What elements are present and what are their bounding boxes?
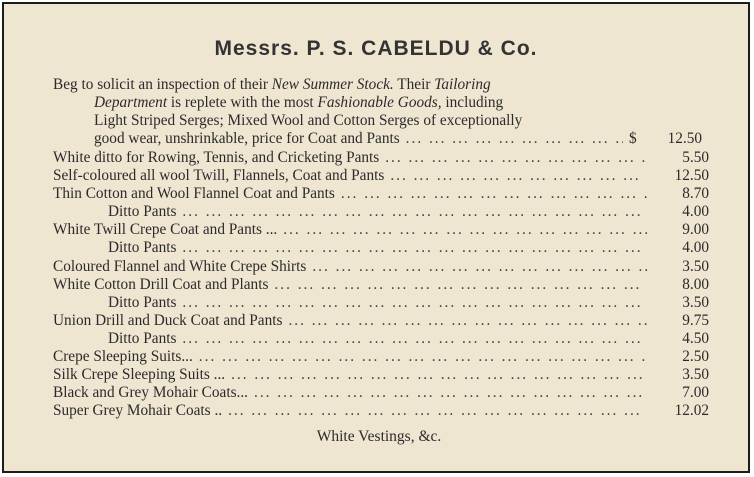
leader-dots [312,258,647,276]
leader-dots [199,348,647,366]
heading-firm-name: Messrs. P. S. CABELDU & Co. [214,37,538,60]
item-label: Ditto Pants [108,293,177,311]
item-label: Union Drill and Duck Coat and Pants [53,311,283,329]
price-row [53,203,709,221]
item-price: 12.02 [674,402,709,420]
price-row [53,149,709,167]
leader-dots [254,384,647,402]
price-row [53,239,709,257]
price-row [53,294,709,312]
item-price: 8.00 [682,275,709,293]
item-label: White ditto for Rowing, Tennis, and Cricketing Pants [53,149,380,166]
intro-line-1: Beg to solicit an inspection of their New Summer Stock. Their Tailoring [53,76,491,93]
item-label: Ditto Pants [108,329,177,347]
price-list-card [2,2,750,473]
price-list [53,149,709,420]
price-row [53,384,709,402]
price-row [53,402,709,420]
intro-line-4: good wear, unshrinkable, price for Coat and Pants ... . $ [53,130,647,148]
leader-dots [228,402,647,420]
item-price: 12.50 [674,167,709,185]
price-coat-and-pants: 12.50 [667,130,702,147]
item-price: 3.50 [682,366,709,384]
item-price: 7.00 [682,384,709,402]
item-label: Silk Crepe Sleeping Suits ... [53,366,226,384]
price-row [53,221,709,239]
item-label: Ditto Pants [108,239,177,257]
item-label: Ditto Pants [108,203,177,221]
leader-dots [390,167,647,185]
leader-dots [274,276,647,294]
leader-dots [283,221,647,239]
price-row [53,276,709,294]
item-label: Coloured Flannel and White Crepe Shirts [53,257,307,275]
item-price: 9.75 [682,311,709,329]
price-row [53,167,709,185]
item-price: 2.50 [682,348,709,366]
price-row [53,258,709,276]
leader-dots [406,130,623,148]
leader-dots [385,149,647,167]
intro-line-2: Department is replete with the most Fashionable Goods, including [94,93,504,111]
leader-dots [182,203,647,221]
item-price: 4.50 [682,329,709,347]
footer-note: White Vestings, &c. [316,428,442,445]
price-row [53,185,709,203]
leader-dots [182,330,647,348]
item-label: White Cotton Drill Coat and Plants [53,275,269,293]
price-row [53,330,709,348]
leader-dots [288,312,647,330]
item-price: 5.50 [682,149,709,166]
item-label: Self-coloured all wool Twill, Flannels, Coat and Pants [53,167,385,185]
item-price: 8.70 [682,185,709,203]
leader-dots [182,239,647,257]
leader-dots [341,185,647,203]
item-label: Super Grey Mohair Coats .. [53,402,223,420]
item-price: 3.50 [682,293,709,311]
item-label: Black and Grey Mohair Coats... [53,384,248,402]
intro-line-3: Light Striped Serges; Mixed Wool and Cotton Serges of exceptionally [94,111,523,129]
leader-dots [231,366,647,384]
intro-paragraph [53,76,647,148]
item-label: Thin Cotton and Wool Flannel Coat and Pants [53,185,335,203]
item-label: White Twill Crepe Coat and Pants ... [53,221,278,239]
item-price: 4.00 [682,239,709,257]
price-row [53,366,709,384]
price-row [53,348,709,366]
price-row [53,312,709,330]
item-price: 3.50 [682,257,709,275]
leader-dots [182,294,647,312]
currency-sign: $ [629,129,637,147]
item-price: 9.00 [682,221,709,239]
item-label: Crepe Sleeping Suits... [53,348,193,366]
item-price: 4.00 [682,203,709,221]
